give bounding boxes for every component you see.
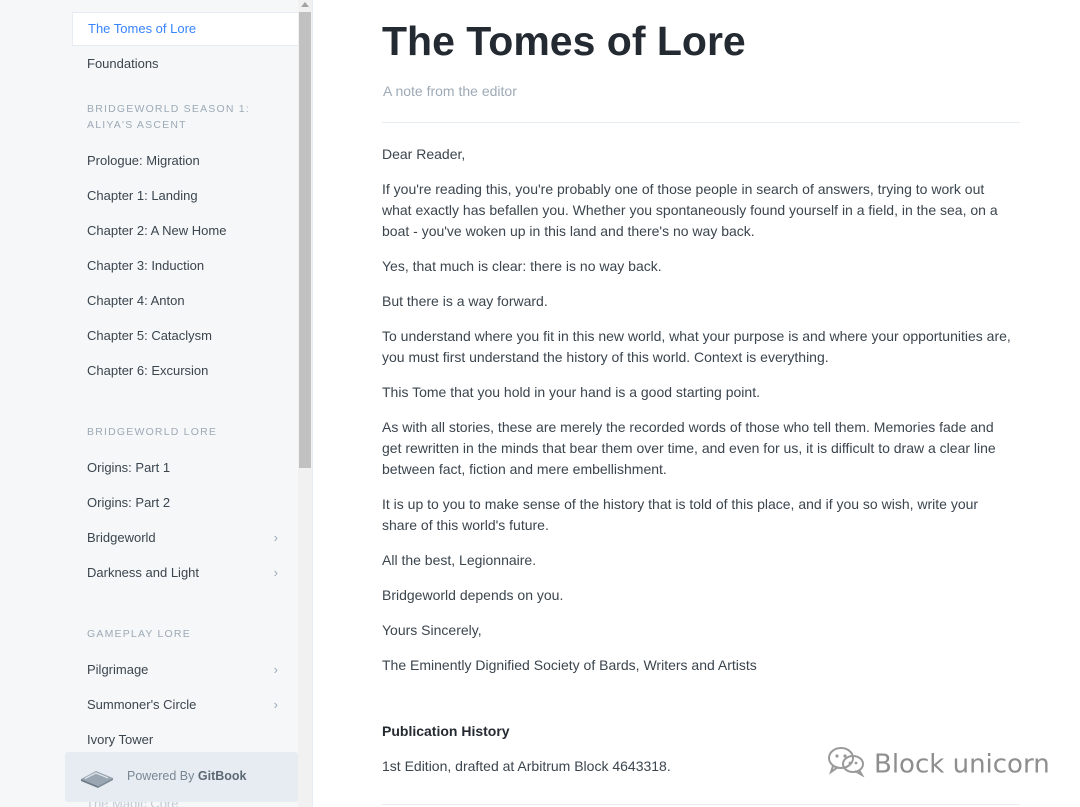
watermark-text: Block unicorn [874,749,1050,780]
article-paragraph: Dear Reader, [382,146,466,162]
sidebar-item-chapter-3-induction[interactable] [72,248,298,283]
powered-by-gitbook[interactable] [65,752,298,802]
page-title: The Tomes of Lore [382,18,746,64]
sidebar-item-label: Foundations [87,56,159,71]
sidebar-item-darkness-and-light[interactable] [72,555,298,590]
sidebar-item-label: The Tomes of Lore [88,21,197,36]
sidebar-item-foundations[interactable] [72,46,298,81]
sidebar-section-heading: BRIDGEWORLD LORE [87,426,218,438]
article-paragraph: As with all stories, these are merely the recorded words of those who tell them. Memories fade and get rewritten in the minds that bear them over time, and even for us, it is difficult to draw a clear line between fact, fiction and mere embellishment. [382,419,996,477]
sidebar-item-summoner-s-circle[interactable] [72,687,298,722]
sidebar-item-chapter-1-landing[interactable] [72,178,298,213]
article-body [382,144,1014,690]
sidebar-item-chapter-6-excursion[interactable] [72,353,298,388]
sidebar-item-the-tomes-of-lore[interactable] [72,12,298,46]
article-paragraph: This Tome that you hold in your hand is a good starting point. [382,384,760,400]
sidebar-nav [72,12,298,757]
publication-history-text: 1st Edition, drafted at Arbitrum Block 4643318. [382,758,671,774]
sidebar-item-label: Prologue: Migration [87,153,200,168]
article-paragraph: If you're reading this, you're probably one of those people in search of answers, trying to work out what exactly has befallen you. Whether you spontaneously found yourself in a field, in the sea, on a boat - you've woken up in this land and there's no way back. [382,181,998,239]
sidebar-item-chapter-4-anton[interactable] [72,283,298,318]
sidebar-item-label: Chapter 5: Cataclysm [87,328,212,343]
sidebar-item-label: Darkness and Light [87,565,200,580]
sidebar-item-prologue-migration[interactable] [72,143,298,178]
scroll-up-arrow-icon[interactable] [301,2,309,7]
publication-history-heading: Publication History [382,723,510,739]
watermark [826,745,1050,781]
sidebar-scrollbar-thumb[interactable] [299,12,311,468]
page-subtitle: A note from the editor [383,83,517,99]
chevron-right-icon[interactable]: › [273,697,278,712]
sidebar-item-chapter-5-cataclysm[interactable] [72,318,298,353]
chevron-right-icon[interactable]: › [273,662,278,677]
article-paragraph: All the best, Legionnaire. [382,552,537,568]
sidebar-item-pilgrimage[interactable] [72,652,298,687]
sidebar-item-label: Bridgeworld [87,530,156,545]
gitbook-icon [79,765,115,794]
sidebar-item-label: Chapter 1: Landing [87,188,198,203]
article-paragraph: Bridgeworld depends on you. [382,587,564,603]
article-paragraph: Yes, that much is clear: there is no way back. [382,258,662,274]
sidebar-item-label: Chapter 6: Excursion [87,363,209,378]
sidebar-item-origins-part-2[interactable] [72,485,298,520]
sidebar-item-bridgeworld[interactable] [72,520,298,555]
article-paragraph: It is up to you to make sense of the history that is told of this place, and if you so wish, write your share of this world's future. [382,496,979,533]
header-divider [382,122,1020,123]
powered-by-label: Powered By GitBook [127,769,247,783]
article-paragraph: To understand where you fit in this new world, what your purpose is and where your opportunities are, you must first understand the history of this world. Context is everything. [382,328,1011,365]
sidebar-item-label: Chapter 4: Anton [87,293,185,308]
sidebar-item-label: Origins: Part 1 [87,460,171,475]
sidebar-item-chapter-2-a-new-home[interactable] [72,213,298,248]
sidebar-item-label: Chapter 3: Induction [87,258,205,273]
sidebar-section-heading: BRIDGEWORLD SEASON 1: ALIYA'S ASCENT [87,103,250,131]
sidebar-item-label: Chapter 2: A New Home [87,223,227,238]
chevron-right-icon[interactable]: › [273,530,278,545]
sidebar-item-origins-part-1[interactable] [72,450,298,485]
wechat-icon [826,745,868,784]
chevron-right-icon[interactable]: › [273,565,278,580]
sidebar-section-heading: GAMEPLAY LORE [87,628,191,640]
sidebar [0,0,313,807]
sidebar-item-label: Origins: Part 2 [87,495,171,510]
article-paragraph: Yours Sincerely, [382,622,482,638]
sidebar-item-label: Summoner's Circle [87,697,197,712]
article-paragraph: The Eminently Dignified Society of Bards, Writers and Artists [382,657,757,673]
article-paragraph: But there is a way forward. [382,293,548,309]
sidebar-item-label: Ivory Tower [87,732,154,747]
sidebar-item-label: Pilgrimage [87,662,149,677]
footer-divider [382,804,1020,805]
